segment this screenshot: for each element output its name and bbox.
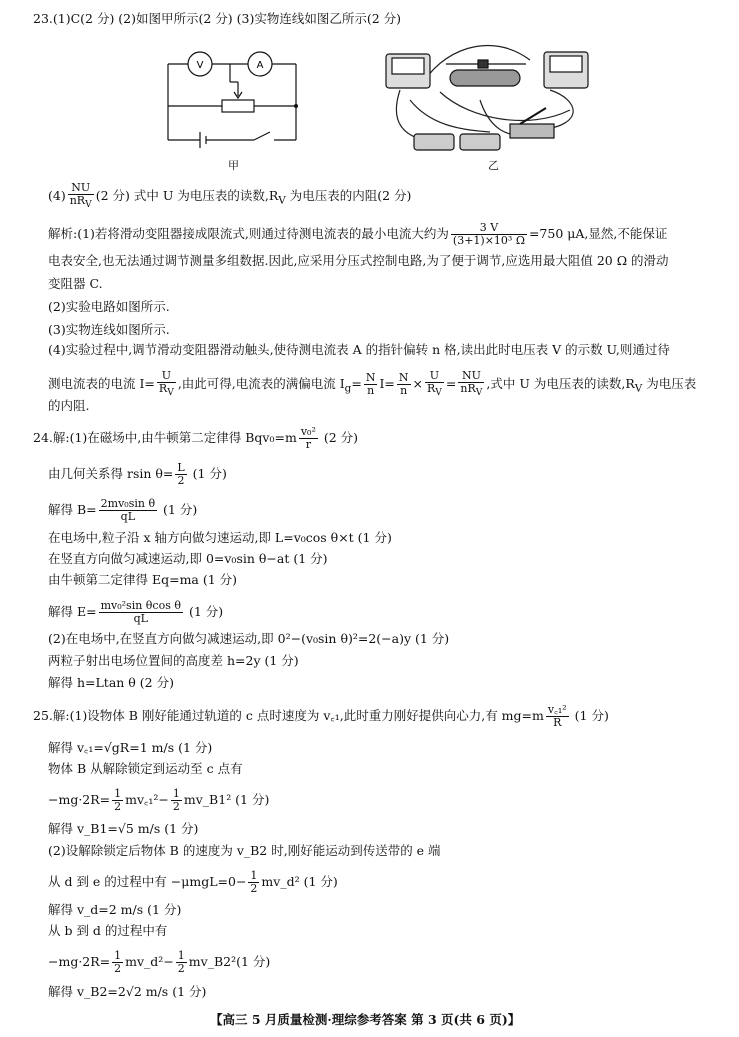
q24-line-3: 解得 B= $\frac{\text{2mv₀sin θ}}{qL}$ (1 分) — [48, 497, 198, 523]
meter-right — [544, 52, 588, 88]
q24-line-8: (2)在电场中,在竖直方向做匀减速运动,即 0²−(v₀sin θ)²=2(−a)y (1 分) — [48, 631, 450, 646]
q25-line-6: (2)设解除锁定后物体 B 的速度为 v_B2 时,刚好能运动到传送带的 e 端 — [48, 843, 441, 858]
figure-jia-label: 甲 — [228, 159, 239, 172]
q25-line-3: 物体 B 从解除锁定到运动至 c 点有 — [48, 761, 243, 776]
q23-answer-line: 23.(1)C(2 分) (2)如图甲所示(2 分) (3)实物连线如图乙所示(2 分) — [33, 11, 402, 26]
rheostat-coil — [446, 60, 526, 86]
q24-line-1: 24.解:(1)在磁场中,由牛顿第二定律得 Bqv₀=m $\frac{\text{v₀²}}{r}$ (2 分) — [33, 425, 359, 451]
q23-explanation-7: 测电流表的电流 I= $\frac{U}{R_V}$ ,由此可得,电流表的满偏电流 $I_g=$ $\frac{N}{n}$ I= $\frac{N}{n}$ × $\frac{U}{R_V}$ = $\frac{NU}{nR_V}$ ,式中 U 为电压表的读数$,R_V$ 为电压表 — [48, 369, 697, 399]
svg-text:V: V — [196, 60, 204, 71]
q25-line-4: −mg·2R= $\frac{1}{2}$ mv꜀₁²− $\frac{1}{2}$ mv_B1² (1 分) — [48, 787, 270, 813]
circuit-diagram-jia — [160, 44, 305, 154]
wiring-illustration-yi — [380, 30, 600, 160]
meter-left — [386, 54, 430, 88]
battery-pack — [414, 134, 500, 150]
q25-line-9: 从 b 到 d 的过程中有 — [48, 923, 168, 938]
q23-explanation-8: 的内阻. — [48, 398, 90, 413]
voltmeter-symbol — [188, 52, 212, 76]
q24-line-6: 由牛顿第二定律得 Eq=ma (1 分) — [48, 572, 238, 587]
q23-explanation-4: (2)实验电路如图所示. — [48, 299, 170, 314]
q23-part4: (4) $\frac{NU}{nR_V}$ (2 分) 式中 U 为电压表的读数$,R_V$ 为电压表的内阻(2 分) — [48, 181, 412, 211]
q24-line-7: 解得 E= $\frac{\text{mv₀²sin θcos θ}}{qL}$ (1 分) — [48, 599, 224, 625]
q25-line-8: 解得 v_d=2 m/s (1 分) — [48, 902, 182, 917]
q23-explanation-3: 变阻器 C. — [48, 276, 103, 291]
q24-line-10: 解得 h=Ltan θ (2 分) — [48, 675, 174, 690]
q24-line-4: 在电场中,粒子沿 x 轴方向做匀速运动,即 L=v₀cos θ×t (1 分) — [48, 530, 392, 545]
q25-line-5: 解得 v_B1=√5 m/s (1 分) — [48, 821, 199, 836]
q24-line-5: 在竖直方向做匀减速运动,即 0=v₀sin θ−at (1 分) — [48, 551, 328, 566]
q25-line-1: 25.解:(1)设物体 B 刚好能通过轨道的 c 点时速度为 v꜀₁,此时重力刚好提供向心力,有 mg=m $\frac{\text{v꜀₁²}}{R}$ (1 分) — [33, 703, 609, 729]
switch-device — [510, 108, 554, 138]
q25-line-7: 从 d 到 e 的过程中有 −μmgL=0− $\frac{1}{2}$ mv_d² (1 分) — [48, 869, 338, 895]
q24-line-2: 由几何关系得 rsin θ= $\frac{L}{2}$ (1 分) — [48, 461, 227, 487]
q23-explanation-6: (4)实验过程中,调节滑动变阻器滑动触头,使待测电流表 A 的指针偏转 n 格,读出此时电压表 V 的示数 U,则通过待 — [48, 342, 670, 357]
page-footer: 【高三 5 月质量检测·理综参考答案 第 3 页(共 6 页)】 — [210, 1012, 521, 1027]
q23-explanation-5: (3)实物连线如图所示. — [48, 322, 170, 337]
figure-yi-label: 乙 — [488, 159, 499, 172]
q23-explanation-2: 电表安全,也无法通过调节测量多组数据.因此,应采用分压式控制电路,为了便于调节,应选用最大阻值 20 Ω 的滑动 — [48, 253, 669, 268]
q25-line-11: 解得 v_B2=2√2 m/s (1 分) — [48, 984, 207, 999]
ammeter-symbol — [248, 52, 272, 76]
svg-text:A: A — [256, 60, 264, 71]
q24-line-9: 两粒子射出电场位置间的高度差 h=2y (1 分) — [48, 653, 299, 668]
q25-line-2: 解得 v꜀₁=√gR=1 m/s (1 分) — [48, 740, 213, 755]
q23-explanation-1: 解析:(1)若将滑动变阻器接成限流式,则通过待测电流表的最小电流大约为 $\frac{3 V}{\text{(3+1)×10³ Ω}}$ =750 μA,显然,不能保证 — [48, 221, 668, 247]
q25-line-10: −mg·2R= $\frac{1}{2}$ mv_d²− $\frac{1}{2}$ mv_B2²(1 分) — [48, 949, 271, 975]
